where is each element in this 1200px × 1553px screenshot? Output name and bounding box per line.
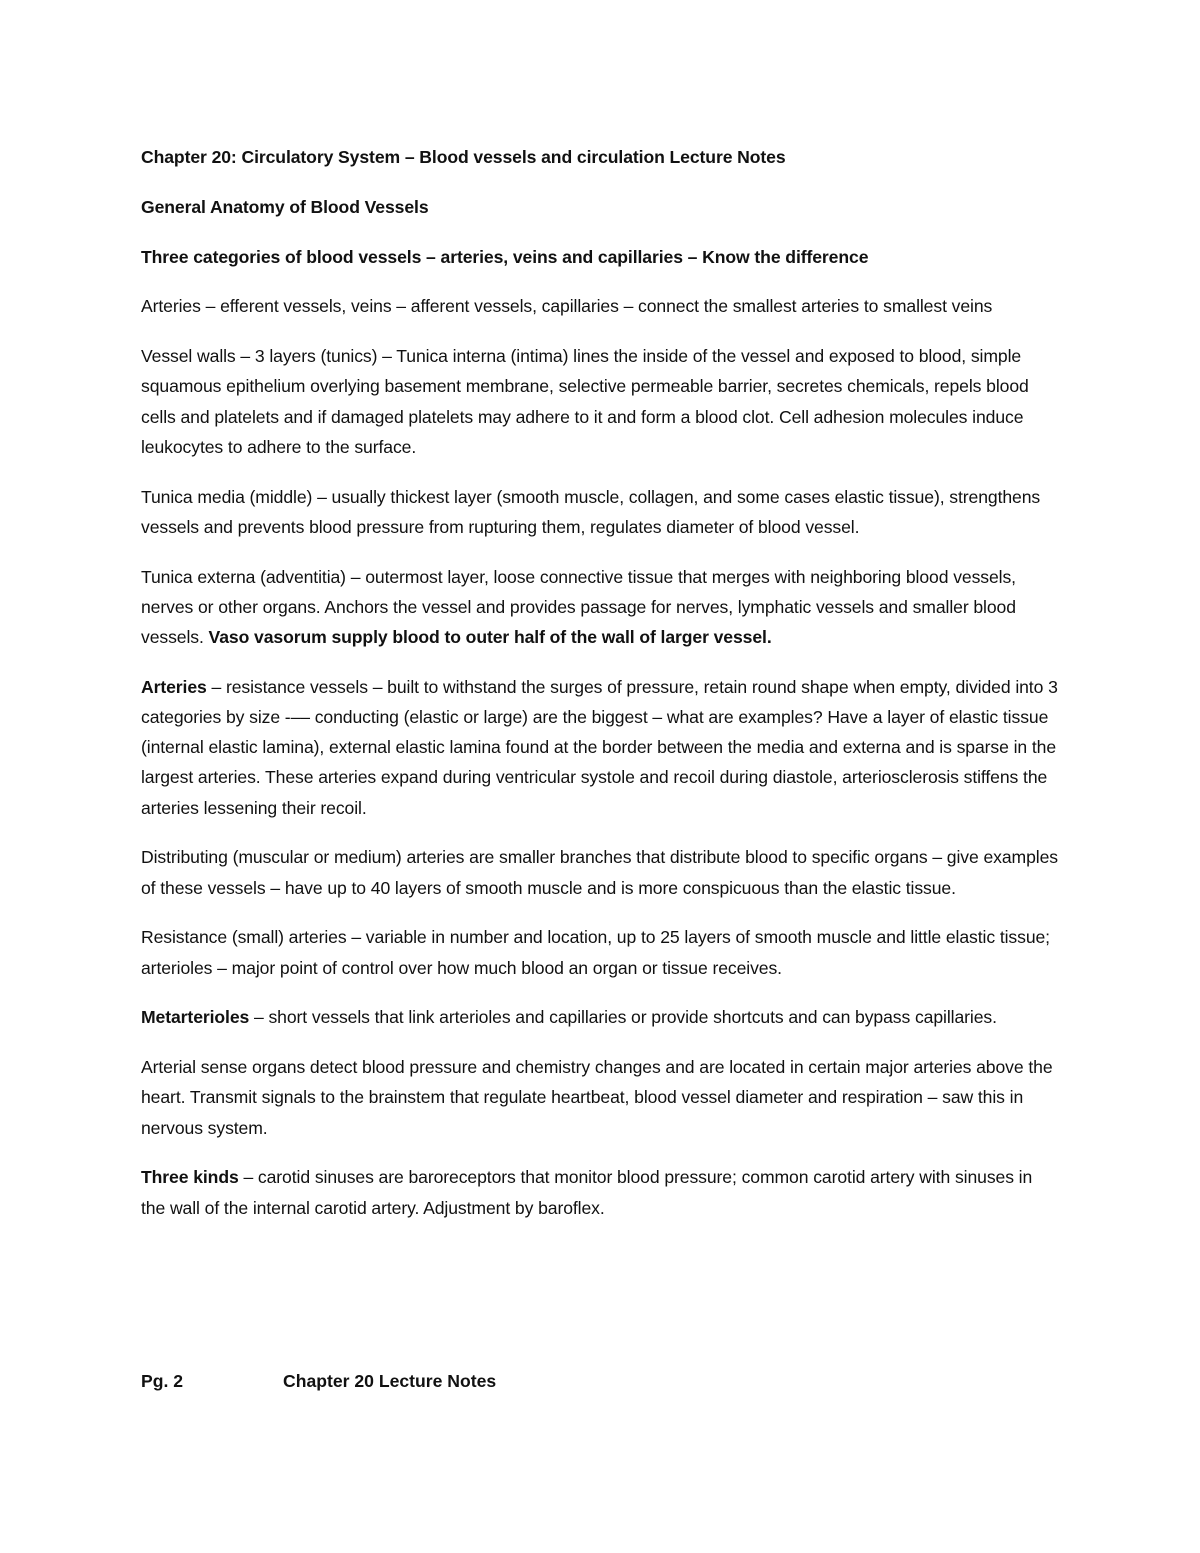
- paragraph-tunica-externa: [141, 562, 1061, 653]
- document-title: Chapter 20: Circulatory System – Blood vessels and circulation Lecture Notes: [141, 147, 786, 167]
- paragraph-arterial-sense-organs: Arterial sense organs detect blood pressure and chemistry changes and are located in certain major arteries above the heart. Transmit signals to the brainstem that regulate heartbeat, blood vessel diameter and respiration – saw this in nervous system.: [141, 1057, 1053, 1138]
- arteries-text: – resistance vessels – built to withstand the surges of pressure, retain round shape when empty, divided into 3 categories by size -–– conducting (elastic or large) are the biggest – what are examples? Have a layer of elastic tissue (internal elastic lamina), external elastic lamina found at the border between the media and externa and is sparse in the largest arteries. These arteries expand during ventricular systole and recoil during diastole, arteriosclerosis stiffens the arteries lessening their recoil.: [141, 676, 1058, 818]
- paragraph-resistance-arteries: Resistance (small) arteries – variable in number and location, up to 25 layers of smooth muscle and little elastic tissue; arterioles – major point of control over how much blood an organ or tissue receives.: [141, 927, 1050, 978]
- arteries-term: Arteries: [141, 676, 207, 697]
- paragraph-arteries: [141, 672, 1061, 823]
- page-number: Pg. 2: [141, 1371, 184, 1391]
- categories-heading: Three categories of blood vessels – arteries, veins and capillaries – Know the difference: [141, 246, 869, 267]
- vaso-vasorum-emphasis: Vaso vasorum supply blood to outer half of the wall of larger vessel.: [208, 627, 772, 647]
- paragraph-metarterioles: [141, 1002, 1061, 1032]
- three-kinds-term: Three kinds: [141, 1167, 239, 1188]
- metarterioles-term: Metarterioles: [141, 1007, 250, 1028]
- paragraph-tunica-media: Tunica media (middle) – usually thickest layer (smooth muscle, collagen, and some cases elastic tissue), strengthens vessels and prevents blood pressure from rupturing them, regulates diameter of blood vessel.: [141, 486, 1041, 537]
- running-title: Chapter 20 Lecture Notes: [283, 1371, 497, 1391]
- paragraph-distributing-arteries: Distributing (muscular or medium) arteries are smaller branches that distribute blood to specific organs – give examples of these vessels – have up to 40 layers of smooth muscle and is more conspicuous than the elastic tissue.: [141, 847, 1058, 898]
- three-kinds-text: – carotid sinuses are baroreceptors that monitor blood pressure; common carotid artery with sinuses in the wall of the internal carotid artery. Adjustment by baroflex.: [141, 1167, 1033, 1218]
- paragraph-three-kinds: [141, 1162, 1061, 1222]
- tunica-externa-text: Tunica externa (adventitia) – outermost layer, loose connective tissue that merges with neighboring blood vessels, nerves or other organs. Anchors the vessel and provides passage for nerves, lymphatic vessels and smaller blood vessels.: [141, 566, 1016, 647]
- paragraph-arteries-veins: Arteries – efferent vessels, veins – afferent vessels, capillaries – connect the smallest arteries to smallest veins: [141, 296, 993, 317]
- page-footer: [141, 1366, 496, 1396]
- metarterioles-text: – short vessels that link arterioles and capillaries or provide shortcuts and can bypass capillaries.: [249, 1007, 997, 1028]
- paragraph-vessel-walls: Vessel walls – 3 layers (tunics) – Tunica interna (intima) lines the inside of the vessel and exposed to blood, simple squamous epithelium overlying basement membrane, selective permeable barrier, secretes chemicals, repels blood cells and platelets and if damaged platelets may adhere to it and form a blood clot. Cell adhesion molecules induce leukocytes to adhere to the surface.: [141, 346, 1029, 457]
- document-body: [141, 142, 1061, 1242]
- section-heading: General Anatomy of Blood Vessels: [141, 196, 429, 217]
